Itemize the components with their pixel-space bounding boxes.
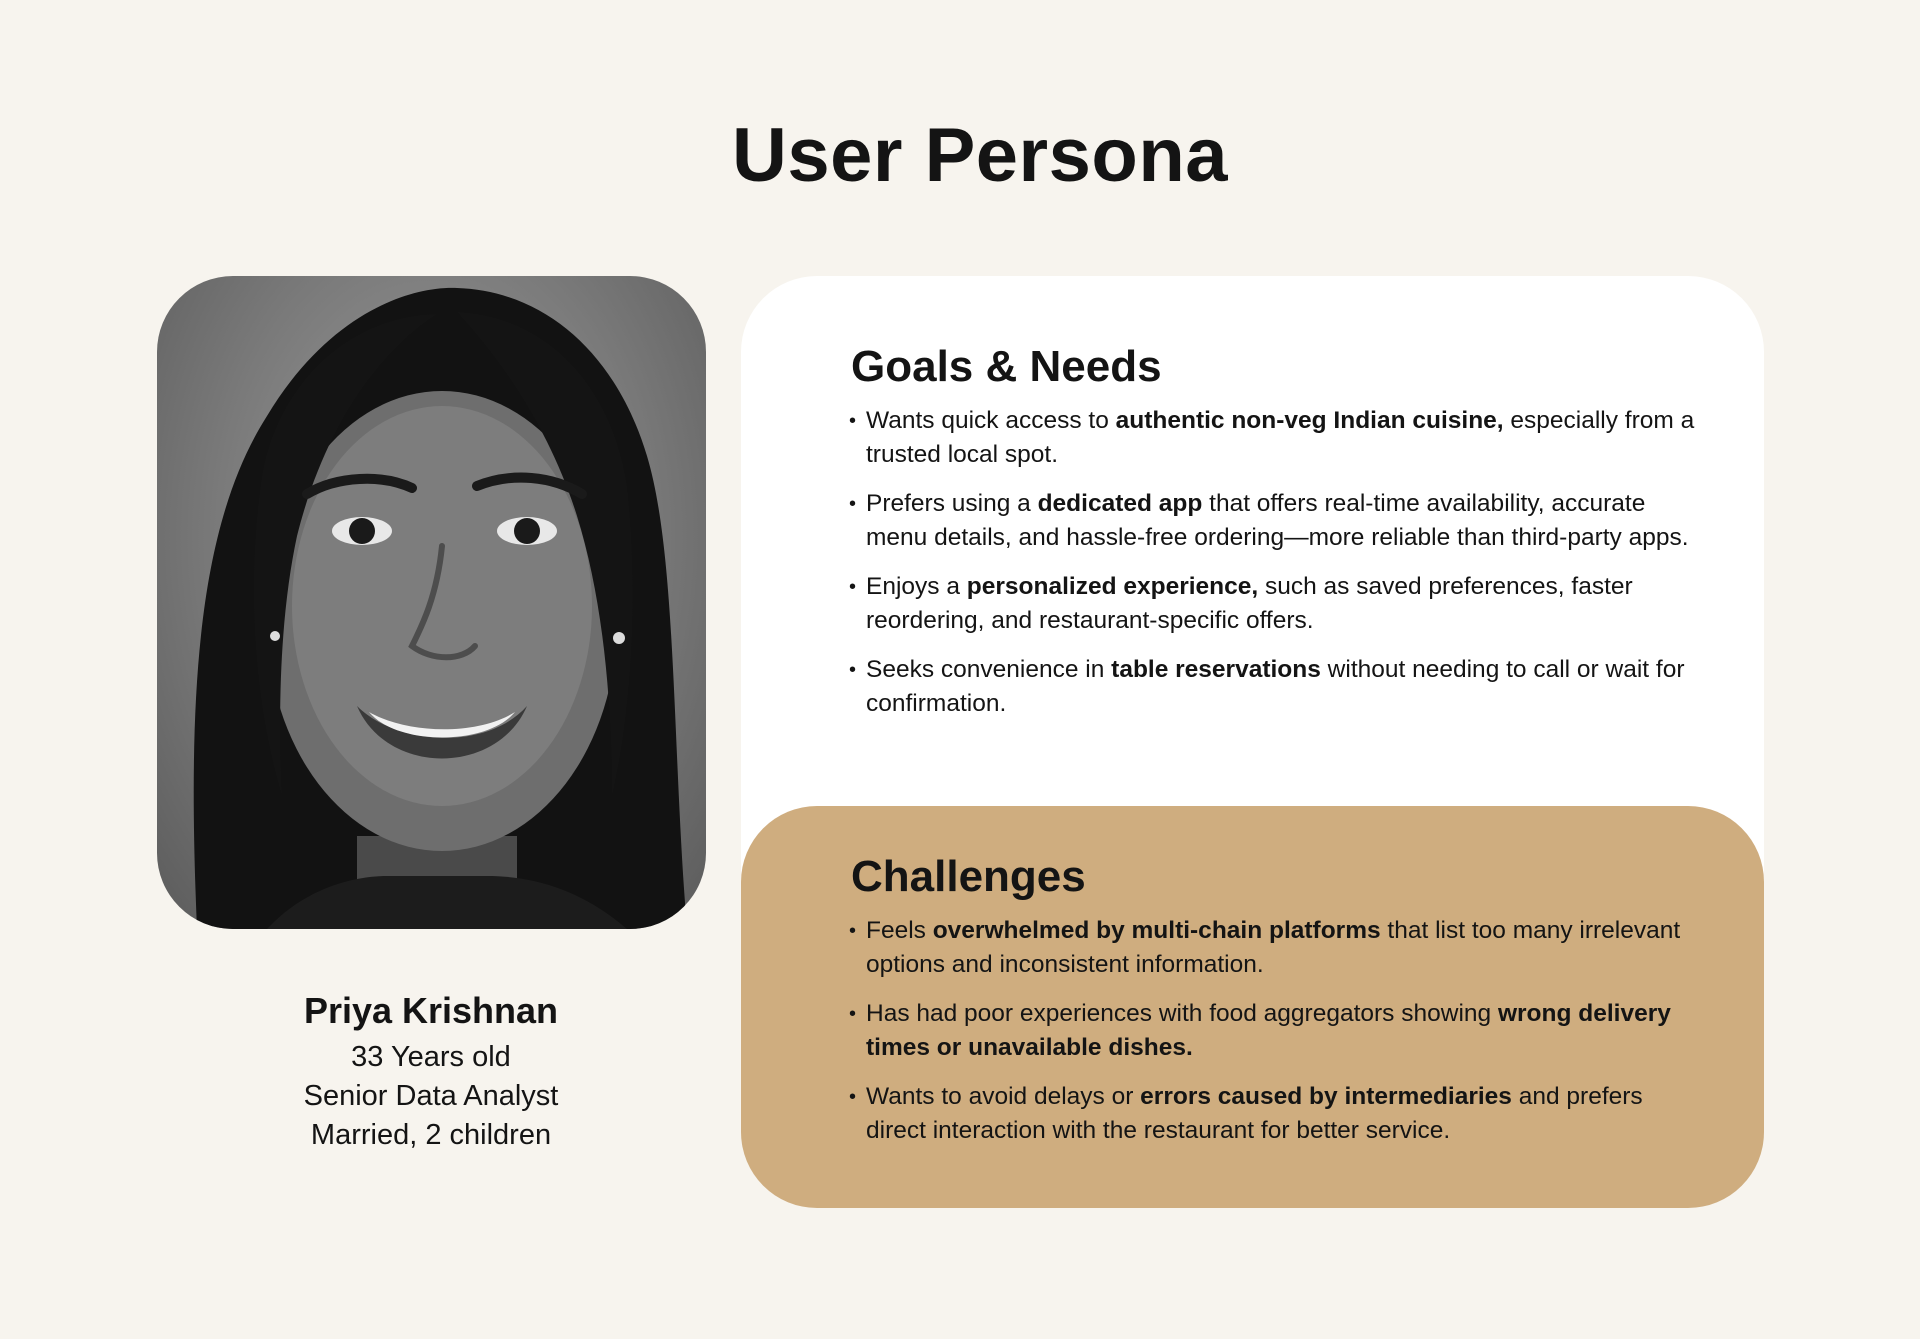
list-item bbox=[849, 570, 1709, 638]
list-item bbox=[849, 914, 1709, 982]
portrait-photo-icon bbox=[157, 276, 706, 929]
persona-photo bbox=[157, 276, 706, 929]
goals-list bbox=[849, 404, 1709, 736]
bullet-text: especially from a trusted local spot. bbox=[866, 407, 1695, 468]
bullet-text: and prefers direct interaction with the restaurant for better service. bbox=[866, 1083, 1643, 1144]
bullet-emphasis: dedicated app bbox=[1037, 490, 1203, 517]
page-title: User Persona bbox=[731, 113, 1229, 198]
list-item bbox=[849, 653, 1709, 721]
bullet-text: Enjoys a bbox=[866, 573, 967, 600]
bullet-text: Wants to avoid delays or bbox=[866, 1083, 1141, 1110]
bullet-emphasis: wrong delivery times or unavailable dishes. bbox=[866, 1000, 1671, 1061]
challenges-heading: Challenges bbox=[851, 852, 1086, 901]
persona-age: 33 Years old bbox=[351, 1041, 511, 1073]
persona-occupation: Senior Data Analyst bbox=[303, 1080, 559, 1112]
persona-name: Priya Krishnan bbox=[303, 990, 559, 1031]
bullet-emphasis: errors caused by intermediaries bbox=[1140, 1083, 1512, 1110]
list-item bbox=[849, 1080, 1709, 1148]
bullet-text: Seeks convenience in bbox=[866, 656, 1112, 683]
bullet-text: that list too many irrelevant options and inconsistent information. bbox=[866, 917, 1681, 978]
bullet-emphasis: personalized experience, bbox=[966, 573, 1259, 600]
list-item bbox=[849, 487, 1709, 555]
persona-family: Married, 2 children bbox=[310, 1119, 552, 1151]
goals-heading: Goals & Needs bbox=[851, 342, 1162, 391]
challenges-card bbox=[741, 806, 1764, 1208]
bullet-text: Wants quick access to bbox=[866, 407, 1116, 434]
bullet-emphasis: authentic non-veg Indian cuisine, bbox=[1115, 407, 1504, 434]
bullet-text: Has had poor experiences with food aggregators showing bbox=[866, 1000, 1498, 1027]
bullet-text: that offers real-time availability, accurate menu details, and hassle-free ordering—more reliable than third-party apps. bbox=[866, 490, 1689, 551]
bullet-emphasis: overwhelmed by multi-chain platforms bbox=[932, 917, 1381, 944]
bullet-text: Prefers using a bbox=[866, 490, 1038, 517]
bullet-emphasis: table reservations bbox=[1111, 656, 1321, 683]
challenges-list bbox=[849, 914, 1709, 1163]
bullet-text: Feels bbox=[866, 917, 933, 944]
bullet-text: such as saved preferences, faster reordering, and restaurant-specific offers. bbox=[866, 573, 1633, 634]
persona-profile bbox=[231, 990, 631, 1155]
list-item bbox=[849, 997, 1709, 1065]
list-item bbox=[849, 404, 1709, 472]
bullet-text: without needing to call or wait for confirmation. bbox=[866, 656, 1685, 717]
